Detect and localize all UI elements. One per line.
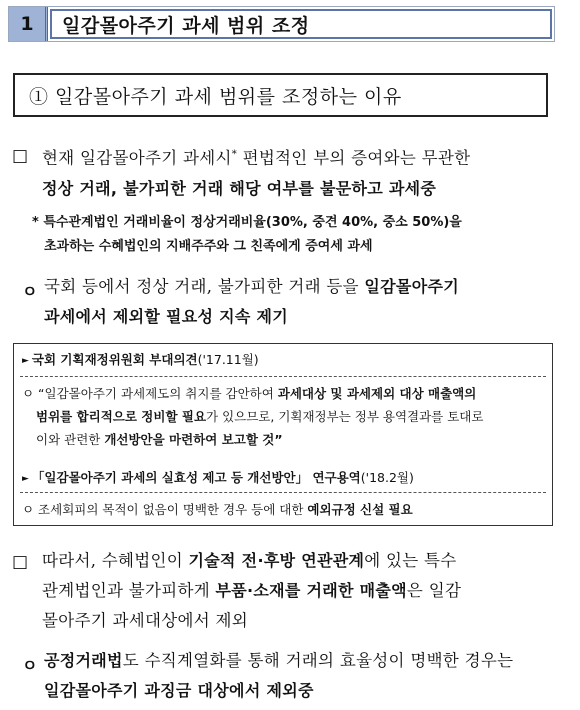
ref-item1-line3a: 이와 관련한 [36,432,105,447]
bullet4-line1b: 도 수직계열화를 통해 거래의 효율성이 명백한 경우는 [122,651,514,670]
dashed-divider [20,376,546,377]
section-title: 일감몰아주기 과세 범위 조정 [50,9,552,39]
triangle-right-icon: ► [22,356,29,366]
ref-item2-title: 「일감몰아주기 과세의 실효성 제고 등 개선방안」 연구용역 [31,470,361,485]
bullet2-line1a: 국회 등에서 정상 거래, 불가피한 거래 등을 [44,277,365,296]
bullet1-paragraph [42,140,562,204]
ref-item1-line1 [22,384,476,404]
ref-item1-line3b: 개선방안을 마련하여 보고할 것” [104,432,283,447]
bullet3-line2c: 은 일감 [406,581,462,600]
footnote-line2: 초과하는 수혜법인의 지배주주와 그 친족에게 증여세 과세 [44,239,373,254]
bullet2-line2: 과세에서 제외할 필요성 지속 제기 [44,307,289,326]
circle-bullet: ㅇ [22,656,38,675]
ref-item2-date: ('18.2월) [360,470,414,485]
dashed-divider [20,492,546,493]
bullet3-line1c: 에 있는 특수 [364,551,457,570]
footnote-line1: * 특수관계법인 거래비율이 정상거래비율(30%, 중견 40%, 중소 50%)을 [32,215,462,230]
square-bullet: □ [12,552,29,572]
ref-item1-title: 국회 기획재정위원회 부대의견 [31,352,198,367]
triangle-right-icon: ► [22,474,29,484]
ref-item1-line2 [36,407,483,427]
bullet1-line2: 정상 거래, 불가피한 거래 해당 여부를 불문하고 과세중 [42,178,437,198]
ref-item1-date: ('17.11월) [197,352,259,367]
subheading-box: ① 일감몰아주기 과세 범위를 조정하는 이유 [13,73,548,117]
footnote-star: * [231,149,238,160]
bullet2-line1b: 일감몰아주기 [364,277,459,296]
bullet4-paragraph [44,646,564,706]
bullet3-paragraph [42,546,562,636]
bullet3-line2b: 부품·소재를 거래한 매출액 [215,581,407,600]
reference-box [13,343,553,526]
bullet4-line2: 일감몰아주기 과징금 대상에서 제외중 [44,681,314,700]
bullet2-paragraph [44,272,564,332]
bullet3-line2a: 관계법인과 불가피하게 [42,581,216,600]
footnote [32,211,562,259]
bullet3-line1b: 기술적 전·후방 연관관계 [188,551,365,570]
bullet1-line1a: 현재 일감몰아주기 과세시 [42,148,232,168]
ref-item1-heading [22,350,259,371]
ref-item2-line1b: 예외규정 신설 필요 [307,502,413,517]
ref-item1-line2a: 범위를 합리적으로 정비할 필요 [36,409,207,424]
ref-item2-heading [22,468,414,489]
section-header [8,6,555,42]
bullet4-line1a: 공정거래법 [44,651,123,670]
ref-item1-line1a: ㅇ “일감몰아주기 과세제도의 취지를 감안하여 [22,386,278,401]
ref-item2-line1 [22,500,413,520]
circle-bullet: ㅇ [22,282,38,301]
bullet3-line1a: 따라서, 수혜법인이 [42,551,189,570]
ref-item1-line3 [36,430,283,450]
section-number: 1 [9,7,48,41]
square-bullet: □ [12,146,29,166]
bullet3-line3: 몰아주기 과세대상에서 제외 [42,611,248,630]
ref-item1-line1b: 과세대상 및 과세제외 대상 매출액의 [277,386,477,401]
bullet1-line1b: 편법적인 부의 증여와는 무관한 [237,148,471,168]
ref-item1-line2b: 가 있으므로, 기획재정부는 정부 용역결과를 토대로 [206,409,484,424]
ref-item2-line1a: ㅇ 조세회피의 목적이 없음이 명백한 경우 등에 대한 [22,502,308,517]
